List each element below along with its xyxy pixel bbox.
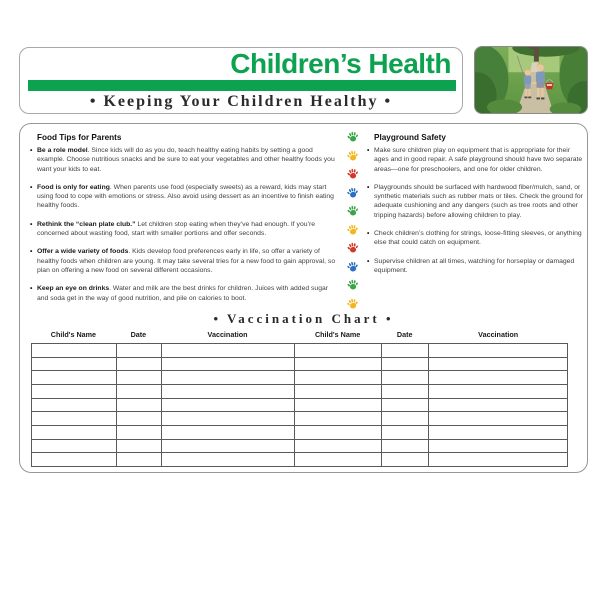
food-tip-item: • Be a role model. Since kids will do as you do, teach healthy eating habits by setting a good example. Choose nutritious snacks and be sure to eat your vegetables and other healthy foods you want your kids to eat. [30,147,335,173]
handprint-icon [345,203,360,218]
food-tips-list [30,146,339,303]
table-cell [429,344,568,358]
table-cell [294,425,381,439]
table-cell [429,398,568,412]
table-cell [429,439,568,453]
table-cell [294,412,381,426]
handprint-icon [345,147,361,163]
handprint-icon [345,166,360,181]
playground-safety-item: • Make sure children play on equipment that is appropriate for their ages and in good repair. A safe playground should have two separate areas—one for preschoolers, and one for older children. [367,147,583,173]
photo-illustration [475,47,587,113]
table-cell [32,357,117,371]
handprint-icon [345,258,361,274]
table-cell [429,453,568,467]
vaccination-chart-title: • Vaccination Chart • [213,311,394,326]
food-tip-item: • Keep an eye on drinks. Water and milk are the best drinks for children. Juices with added sugar and soda get in the way of good nutrition, and pile on calories to boot. [30,285,329,302]
table-cell [429,371,568,385]
table-cell [32,344,117,358]
content-box [19,123,588,473]
table-row [32,398,568,412]
table-cell [294,398,381,412]
vaccination-column-header: Date [130,330,147,339]
table-cell [116,357,162,371]
vaccination-header-row [31,330,568,339]
table-row [32,384,568,398]
table-cell [116,398,162,412]
vaccination-column-header: Child's Name [314,330,361,339]
table-row [32,425,568,439]
green-divider-bar [28,80,456,91]
handprint-icon [345,295,361,311]
table-cell [162,344,294,358]
children-walking-photo [474,46,588,114]
table-cell [162,453,294,467]
table-cell [381,425,429,439]
table-cell [162,398,294,412]
table-cell [32,425,117,439]
playground-safety-list [367,146,583,275]
table-cell [32,439,117,453]
table-cell [381,357,429,371]
table-cell [381,344,429,358]
table-cell [294,371,381,385]
food-tip-item: • Food is only for eating. When parents use food (especially sweets) as a reward, kids may start using food to cope with emotions or stress. Also avoid using dessert as an incentive to finish eating healthy foods. [30,183,334,210]
table-cell [429,412,568,426]
vaccination-table [31,343,568,467]
table-cell [294,344,381,358]
playground-safety-section [367,133,583,284]
handprint-icon [345,221,361,237]
page-title: Children’s Health [230,48,451,79]
table-cell [116,439,162,453]
table-cell [381,439,429,453]
header-box [19,47,463,114]
handprint-icon [345,240,360,255]
vaccination-table-body [32,344,568,467]
table-cell [429,384,568,398]
table-cell [116,453,162,467]
table-cell [162,357,294,371]
page-subtitle: • Keeping Your Children Healthy • [89,93,393,110]
table-cell [381,371,429,385]
table-cell [162,439,294,453]
table-cell [162,371,294,385]
table-cell [116,384,162,398]
table-cell [381,412,429,426]
food-tips-section [30,133,339,312]
table-row [32,453,568,467]
table-cell [116,412,162,426]
playground-safety-item: • Playgrounds should be surfaced with hardwood fiber/mulch, sand, or synthetic materials such as rubber mats or tiles. Check the ground for adequate cushioning and any dangers (such as tree roots and other tripping hazards) before allowing children to play. [367,183,583,219]
food-tip-item: • Offer a wide variety of foods. Kids develop food preferences early in life, so offer a variety of healthy foods when children are young. It may take several tries for a new food to gain approval, so plan on offering a new food on several different occasions. [30,248,336,274]
table-cell [294,439,381,453]
food-tip-item: • Rethink the “clean plate club.” Let children stop eating when they’ve had enough. If you’re concerned about wasting food, start with smaller portions and offer seconds. [30,220,316,238]
table-row [32,412,568,426]
table-cell [294,357,381,371]
table-cell [429,425,568,439]
vaccination-column-header: Date [396,330,413,339]
handprint-icon [345,277,360,292]
table-cell [32,398,117,412]
table-row [32,439,568,453]
table-row [32,344,568,358]
table-cell [162,384,294,398]
table-cell [116,371,162,385]
table-cell [294,384,381,398]
vaccination-column-header: Vaccination [478,330,519,339]
vaccination-column-header: Child's Name [50,330,97,339]
table-cell [429,357,568,371]
table-cell [381,384,429,398]
table-cell [162,425,294,439]
vaccination-column-header: Vaccination [207,330,248,339]
table-cell [32,371,117,385]
food-tips-heading: Food Tips for Parents [37,133,122,142]
table-cell [116,344,162,358]
table-cell [294,453,381,467]
table-cell [32,453,117,467]
table-cell [32,412,117,426]
handprint-icon [345,129,360,144]
table-row [32,357,568,371]
table-cell [381,453,429,467]
handprint-icon [345,184,361,200]
table-cell [381,398,429,412]
playground-safety-item: • Check children’s clothing for strings, loose-fitting sleeves, or anything else that could catch on equipment. [367,230,582,247]
table-cell [116,425,162,439]
table-cell [32,384,117,398]
handprint-icons-column [344,130,362,310]
playground-safety-item: • Supervise children at all times, watching for horseplay or damaged equipment. [367,257,575,274]
table-cell [162,412,294,426]
table-row [32,371,568,385]
playground-safety-heading: Playground Safety [374,133,446,142]
